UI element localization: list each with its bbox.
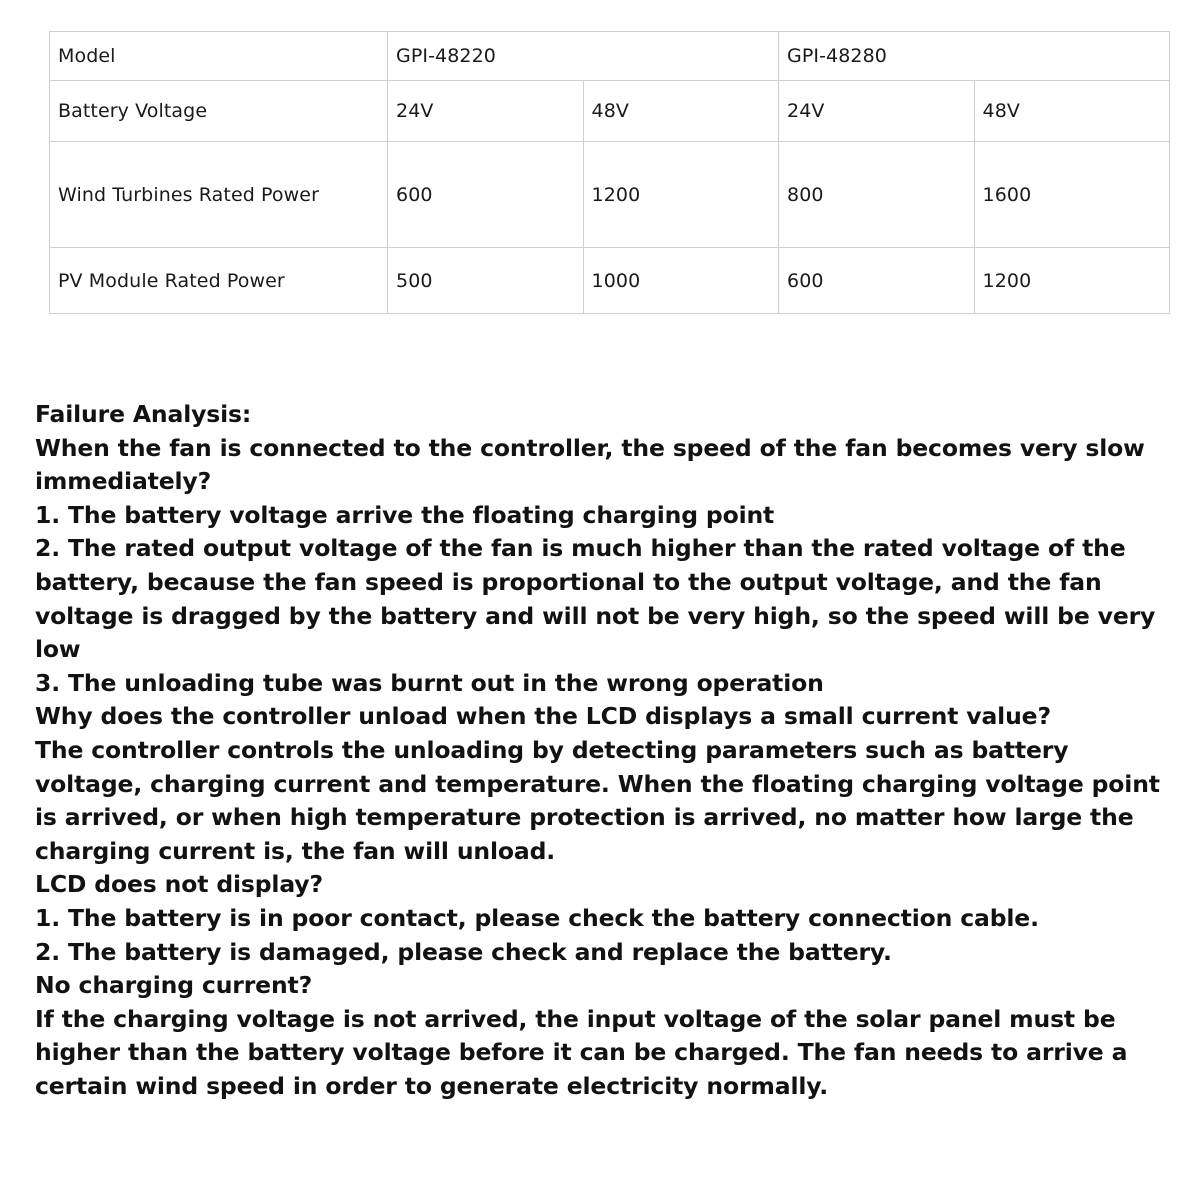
table-row-battery-voltage xyxy=(50,81,1170,142)
cell-model-gpi48220: GPI-48220 xyxy=(388,32,779,81)
analysis-line-cause-3: 3. The unloading tube was burnt out in the wrong operation xyxy=(35,668,824,697)
cell-wind-power-c: 800 xyxy=(779,142,975,248)
cell-battery-voltage-label: Battery Voltage xyxy=(50,81,388,142)
analysis-line-cause-1: 1. The battery voltage arrive the floating charging point xyxy=(35,500,775,529)
failure-analysis-heading: Failure Analysis: xyxy=(35,400,252,428)
failure-analysis-section xyxy=(35,398,1175,1103)
cell-battery-voltage-b: 48V xyxy=(583,81,779,142)
cell-pv-power-label: PV Module Rated Power xyxy=(50,248,388,314)
cell-battery-voltage-c: 24V xyxy=(779,81,975,142)
table-row-model xyxy=(50,32,1170,81)
analysis-line-no-charging-question: No charging current? xyxy=(35,971,313,1000)
analysis-line-lcd-question: LCD does not display? xyxy=(35,870,323,899)
cell-battery-voltage-a: 24V xyxy=(388,81,584,142)
cell-wind-power-a: 600 xyxy=(388,142,584,248)
cell-model-label: Model xyxy=(50,32,388,81)
analysis-line-unload-question: Why does the controller unload when the LCD displays a small current value? xyxy=(35,702,1051,731)
cell-pv-power-b: 1000 xyxy=(583,248,779,314)
cell-wind-power-d: 1600 xyxy=(974,142,1170,248)
analysis-line-fan-slow-question: When the fan is connected to the controller, the speed of the fan becomes very slow immediately? xyxy=(35,433,1145,496)
analysis-line-lcd-answer-2: 2. The battery is damaged, please check and replace the battery. xyxy=(35,937,892,966)
analysis-line-cause-2: 2. The rated output voltage of the fan is much higher than the rated voltage of the battery, because the fan speed is proportional to the output voltage, and the fan voltage is dragged by the battery and will not be very high, so the speed will be very low xyxy=(35,534,1156,664)
analysis-line-unload-answer: The controller controls the unloading by detecting parameters such as battery voltage, charging current and temperature. When the floating charging voltage point is arrived, or when high temperature protection is arrived, no matter how large the charging current is, the fan will unload. xyxy=(35,735,1160,865)
analysis-line-lcd-answer-1: 1. The battery is in poor contact, please check the battery connection cable. xyxy=(35,903,1039,932)
cell-pv-power-a: 500 xyxy=(388,248,584,314)
cell-pv-power-d: 1200 xyxy=(974,248,1170,314)
analysis-line-no-charging-answer: If the charging voltage is not arrived, the input voltage of the solar panel must be higher than the battery voltage before it can be charged. The fan needs to arrive a certain wind speed in order to generate electricity normally. xyxy=(35,1004,1128,1100)
cell-wind-power-b: 1200 xyxy=(583,142,779,248)
spec-table-container xyxy=(49,31,1155,314)
cell-wind-power-label: Wind Turbines Rated Power xyxy=(50,142,388,248)
table-row-wind-turbines-rated-power xyxy=(50,142,1170,248)
table-row-pv-module-rated-power xyxy=(50,248,1170,314)
cell-pv-power-c: 600 xyxy=(779,248,975,314)
cell-battery-voltage-d: 48V xyxy=(974,81,1170,142)
specifications-table xyxy=(49,31,1170,314)
cell-model-gpi48280: GPI-48280 xyxy=(779,32,1170,81)
